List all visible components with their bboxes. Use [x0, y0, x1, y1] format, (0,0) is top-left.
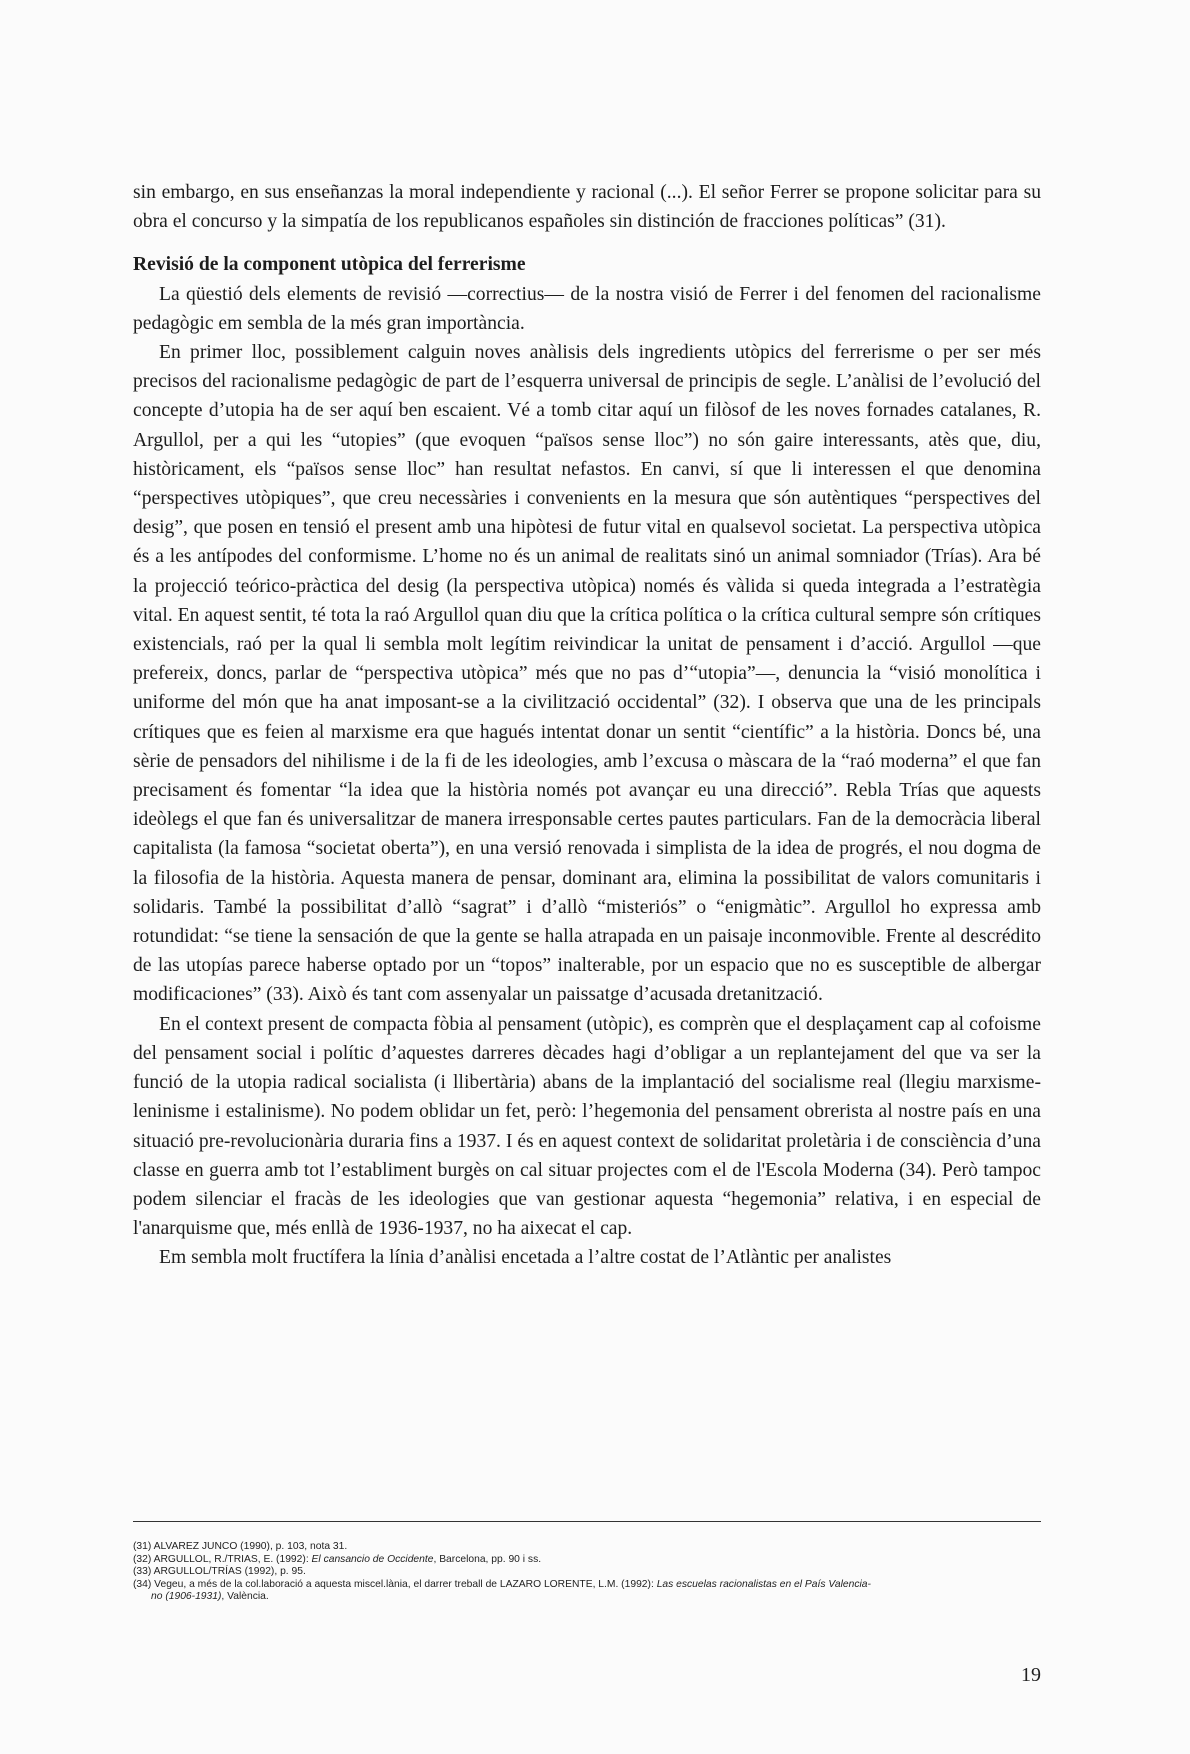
body-text [133, 178, 1041, 1273]
footnote-32-text: (32) ARGULLOL, R./TRIAS, E. (1992): [133, 1553, 312, 1565]
footnote-31: (31) ALVAREZ JUNCO (1990), p. 103, nota 31. [133, 1541, 348, 1552]
footnotes [133, 1541, 1041, 1604]
paragraph: La qüestió dels elements de revisió —correctius— de la nostra visió de Ferrer i del fenomen del racionalisme pedagògic em sembla de la més gran importància. [133, 283, 1041, 334]
section-heading: Revisió de la component utòpica del ferrerisme [133, 254, 526, 276]
page-number: 19 [1021, 1664, 1041, 1686]
footnote-34 [133, 1579, 1041, 1592]
footnote-32 [133, 1554, 1041, 1567]
footnote-34-continued [133, 1591, 1041, 1604]
footnote-32-rest: , Barcelona, pp. 90 i ss. [433, 1553, 542, 1565]
paragraph-continued: sin embargo, en sus enseñanzas la moral independiente y racional (...). El señor Ferrer se propone solicitar para su obra el concurso y la simpatía de los republicanos españoles sin distinción de fracciones políticas” (31). [133, 182, 1041, 233]
footnote-34-title: Las escuelas racionalistas en el País Valencia- [656, 1578, 871, 1590]
footnote-divider [133, 1521, 1041, 1522]
paragraph: En el context present de compacta fòbia al pensament (utòpic), es comprèn que el desplaçament cap al cofoisme del pensament social i polític d’aquestes darreres dècades hagi d’obligar a un replantejament del que va ser la funció de la utopia radical socialista (i llibertària) abans de la implantació del socialisme real (llegiu marxisme-leninisme i estalinisme). No podem oblidar un fet, però: l’hegemonia del pensament obrerista al nostre país en una situació pre-revolucionària duraria fins a 1937. I és en aquest context de solidaritat proletària i de consciència d’una classe en guerra amb tot l’establiment burgès on cal situar projectes com el de l'Escola Moderna (34). Però tampoc podem silenciar el fracàs de les ideologies que van gestionar aquesta “hegemonia” relativa, i en especial de l'anarquisme que, més enllà de 1936-1937, no ha aixecat el cap. [133, 1013, 1041, 1240]
footnote-34-title-end: no (1906-1931) [151, 1591, 222, 1603]
footnote-33: (33) ARGULLOL/TRÍAS (1992), p. 95. [133, 1566, 306, 1578]
footnote-32-title: El cansancio de Occidente [311, 1553, 434, 1565]
footnote-34-rest: , València. [221, 1591, 269, 1603]
paragraph: En primer lloc, possiblement calguin noves anàlisis dels ingredients utòpics del ferrerisme o per ser més precisos del racionalisme pedagògic de part de l’esquerra universal de principis de segle. L’anàlisi de l’evolució del concepte d’utopia ha de ser aquí ben escaient. Vé a tomb citar aquí un filòsof de les noves fornades catalanes, R. Argullol, per a qui les “utopies” (que evoquen “països sense lloc”) no són gaire interessants, atès que, diu, històricament, els “països sense lloc” han resultat nefastos. En canvi, sí que li interessen el que denomina “perspectives utòpiques”, que creu necessàries i convenients en la mesura que són autèntiques “perspectives del desig”, que posen en tensió el present amb una hipòtesi de futur vital en qualsevol societat. La perspectiva utòpica és a les antípodes del conformisme. L’home no és un animal de realitats sinó un animal somniador (Trías). Ara bé la projecció teórico-pràctica del desig (la perspectiva utòpica) només és vàlida si queda integrada a l’estratègia vital. En aquest sentit, té tota la raó Argullol quan diu que la crítica política o la crítica cultural sempre són crítiques existencials, raó per la qual li sembla molt legítim reivindicar la unitat de pensament i d’acció. Argullol —que prefereix, doncs, parlar de “perspectiva utòpica” més que no pas d’“utopia”—, denuncia la “visió monolítica i uniforme del món que ha anat imposant-se a la civilització occidental” (32). I observa que una de les principals crítiques que es feien al marxisme era que hagués intentat donar un sentit “científic” a la història. Doncs bé, una sèrie de pensadors del nihilisme i de la fi de les ideologies, amb l’excusa o màscara de la “raó moderna” el que fan precisament és fomentar “la idea que la història només pot avançar eu una direcció”. Rebla Trías que aquests ideòlegs el que fan és universalitzar de manera irresponsable certes pautes particulars. Fan de la democràcia liberal capitalista (la famosa “societat oberta”), en una versió renovada i simplista de la idea de progrés, el nou dogma de la filosofia de la història. Aquesta manera de pensar, dominant ara, elimina la possibilitat de valors comunitaris i solidaris. També la possibilitat d’allò “sagrat” i d’allò “misteriós” o “enigmàtic”. Argullol ho expressa amb rotundidat: “se tiene la sensación de que la gente se halla atrapada en un paisaje inconmovible. Frente al descrédito de las utopías parece haberse optado por un “topos” inalterable, por un espacio que no es susceptible de albergar modificaciones” (33). Això és tant com assenyalar un paissatge d’acusada dretanització. [133, 342, 1041, 1006]
footnote-34-text: (34) Vegeu, a més de la col.laboració a aquesta miscel.lània, el darrer treball de LAZARO LORENTE, L.M. (1992): [133, 1578, 657, 1590]
paragraph: Em sembla molt fructífera la línia d’anàlisi encetada a l’altre costat de l’Atlàntic per analistes [159, 1247, 892, 1269]
